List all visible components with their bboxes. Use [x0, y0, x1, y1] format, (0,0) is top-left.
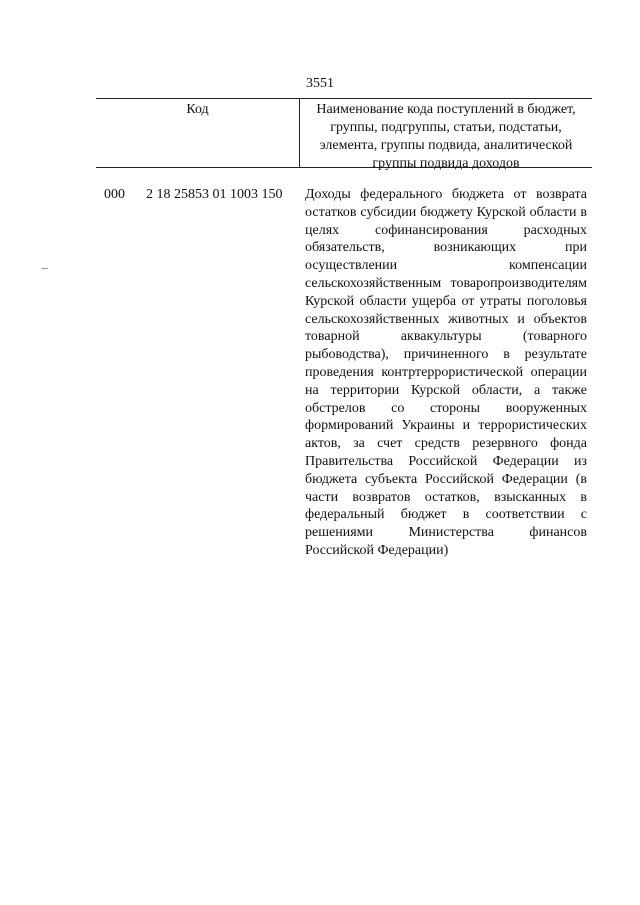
table-header — [96, 98, 592, 171]
row-admin-code: 000 — [104, 187, 125, 202]
page-number: 3551 — [306, 76, 334, 91]
row-description: Доходы федерального бюджета от возврата остатков субсидии бюджету Курской области в целях софинансирования расходных обязательств, возникающих при осуществлении компенсации сельскохозяйственным товаропроизводителям Курской области ущерба от утраты поголовья сельскохозяйственных животных и объектов товарной аквакультуры (товарного рыбоводства), причиненного в результате проведения контртеррористической операции на территории Курской области, а также обстрелов со стороны вооруженных формирований Украины и террористических актов, за счет средств резервного фонда Правительства Российской Федерации из бюджета субъекта Российской Федерации (в части возвратов остатков, взысканных в федеральный бюджет в соответствии с решениями Министерства финансов Российской Федерации) — [305, 187, 587, 558]
scan-margin-mark — [42, 268, 48, 269]
header-name-label: Наименование кода поступлений в бюджет, группы, подгруппы, статьи, подстатьи, элемента, группы подвида, аналитической группы подвида доходов — [316, 102, 576, 171]
row-income-code: 2 18 25853 01 1003 150 — [146, 187, 283, 202]
header-code-label: Код — [186, 102, 209, 117]
